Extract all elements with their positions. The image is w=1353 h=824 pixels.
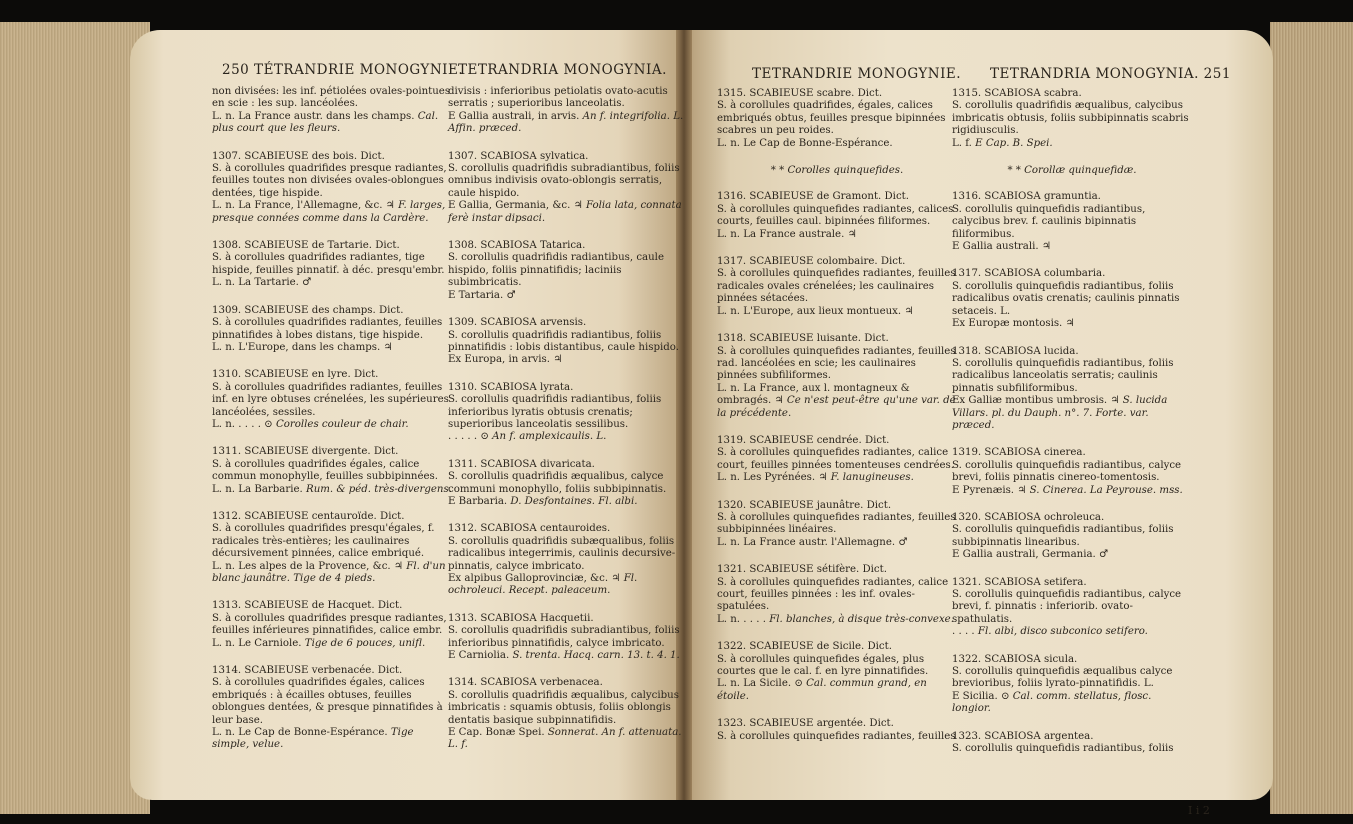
entry-title: 1307. SCABIEUSE des bois. Dict. [212, 150, 385, 162]
entry-body: S. à corollules quadrifides radiantes, tige hispide, feuilles pinnatif. à déc. presqu'embr. [212, 252, 445, 276]
entry-title: 1318. SCABIOSA lucida. [952, 345, 1079, 357]
entry-title: 1311. SCABIEUSE divergente. Dict. [212, 446, 399, 458]
entry-body: S. corollulis quinquefidis æqualibus calyce brevioribus, foliis lyrato-pinnatifidis. L. [952, 666, 1173, 690]
left-french-column [212, 86, 452, 767]
entry-habitat: L. n. La France austr. dans les champs. [212, 110, 415, 122]
entry-title: 1310. SCABIOSA lyrata. [448, 381, 574, 393]
entry-body: S. corollulis quadrifidis radiantibus, caule hispido, foliis pinnatifidis; laciniis subimbricatis. [448, 252, 664, 289]
entry-body: S. à corollules quadrifides radiantes, feuilles pinnatifides à lobes distans, tige hispide. [212, 317, 443, 341]
entry-body: S. à corollules quadrifides radiantes, feuilles inf. en lyre obtuses crénelées, les supérieures lancéolées, sessiles. [212, 381, 449, 418]
entry-note: Fl. ochroleuci. Recept. paleaceum. [448, 573, 638, 597]
species-entry [717, 333, 957, 420]
entry-title: 1314. SCABIEUSE verbenacée. Dict. [212, 665, 403, 677]
entry-title: 1307. SCABIOSA sylvatica. [448, 150, 589, 162]
entry-title: 1316. SCABIOSA gramuntia. [952, 191, 1101, 203]
entry-title: 1320. SCABIEUSE jaunâtre. Dict. [717, 499, 892, 511]
entry-body: S. corollulis quinquefidis radiantibus, foliis radicalibus lanceolatis serratis; caulinis pinnatis subfiliformibus. [952, 357, 1174, 394]
entry-body: S. à corollules quadrifides égales, calice commun monophylle, feuilles subbipinnées. [212, 458, 439, 483]
entry-note: Tige de 6 pouces, unifl. [304, 637, 426, 649]
entry-note: Tige simple, velue. [212, 727, 414, 751]
entry-title: 1323. SCABIOSA argentea. [952, 730, 1094, 742]
entry-habitat: L. f. [952, 137, 972, 149]
entry-habitat: E Gallia, Germania, &c. ♃ [448, 200, 583, 212]
right-french-column [717, 88, 957, 758]
entry-habitat: L. n. La France, aux l. montagneux & ombragés. ♃ [717, 382, 910, 407]
right-page-edges [1270, 22, 1353, 814]
entry-note: S. Cinerea. La Peyrouse. mss. [1029, 484, 1183, 496]
entry-note: E Cap. B. Spei. [975, 137, 1053, 149]
entry-title: 1315. SCABIOSA scabra. [952, 88, 1082, 99]
entry-body: S. corollulis quadrifidis radiantibus, foliis pinnatifidis : lobis distantibus, caule hispido. [448, 329, 679, 353]
species-entry [717, 641, 957, 703]
right-latin-column [952, 88, 1192, 770]
entry-habitat: L. n. La France, l'Allemagne, &c. ♃ [212, 200, 395, 212]
species-entry [448, 523, 688, 597]
entry-habitat: E Tartaria. ♂ [448, 289, 516, 301]
entry-habitat: Ex Europa, in arvis. ♃ [448, 354, 563, 366]
entry-title: 1316. SCABIEUSE de Gramont. Dict. [717, 191, 909, 203]
entry-body: S. corollulis quinquefidis radiantibus, calycibus brev. f. caulinis bipinnatis filiformibus. [952, 203, 1146, 240]
species-entry [952, 191, 1192, 253]
species-entry [212, 511, 452, 585]
entry-body: S. à corollules quadrifides presque radiantes, feuilles inférieures pinnatifides, calice embr. [212, 612, 447, 637]
entry-body: S. corollulis quinquefidis radiantibus, foliis radicalibus ovatis crenatis; caulinis pinnatis setaceis. L. [952, 280, 1180, 317]
entry-title: 1309. SCABIOSA arvensis. [448, 317, 587, 329]
entry-habitat: L. n. La Sicile. ⊙ [717, 678, 803, 690]
entry-note: Fl. albi, disco subconico setifero. [977, 626, 1148, 638]
entry-body: S. corollulis quadrifidis æqualibus, calyce communi monophyllo, foliis subbipinnatis. [448, 471, 667, 495]
species-entry [448, 677, 688, 751]
entry-title: 1322. SCABIOSA sicula. [952, 653, 1078, 665]
entry-title: 1312. SCABIOSA centauroides. [448, 523, 611, 535]
entry-habitat: E Cap. Bonæ Spei. [448, 727, 545, 739]
entry-body: S. corollulis quinquefidis radiantibus, calyce brevi, f. pinnatis : inferiorib. ovato-spathulatis. [952, 589, 1182, 625]
entry-body: S. corollulis quadrifidis subradiantibus, foliis inferioribus pinnatifidis, calyce imbricato. [448, 625, 680, 649]
entry-body: S. corollulis quinquefidis radiantibus, calyce brevi, foliis pinnatis cinereo-tomentosis. [952, 459, 1182, 484]
entry-habitat: L. n. La France austr. l'Allemagne. ♂ [717, 536, 908, 548]
entry-title: 1308. SCABIEUSE de Tartarie. Dict. [212, 240, 400, 252]
entry-habitat: Ex Galliæ montibus umbrosis. ♃ [952, 395, 1120, 407]
entry-habitat: E Pyrenæis. ♃ [952, 484, 1027, 496]
entry-title: 1315. SCABIEUSE scabre. Dict. [717, 88, 883, 99]
species-entry [952, 268, 1192, 330]
entry-title: 1312. SCABIEUSE centauroïde. Dict. [212, 510, 405, 522]
entry-body: S. à corollules quinquefides radiantes, calice court, feuilles pinnées tomenteuses cendrées. [717, 447, 954, 471]
species-entry [717, 88, 957, 150]
entry-habitat: L. n. . . . . ⊙ [212, 418, 273, 430]
left-page-edges [0, 22, 150, 814]
section-heading: * * Corollæ quinquefidæ. [1007, 165, 1137, 177]
entry-note: Fl. d'un blanc jaunâtre. Tige de 4 pieds. [212, 560, 446, 584]
entry-habitat: L. n. . . . . [717, 613, 766, 625]
entry-body: S. à corollules quinquefides radiantes, feuilles [717, 730, 956, 742]
entry-habitat: L. n. La France australe. ♃ [717, 228, 857, 240]
entry-title: 1320. SCABIOSA ochroleuca. [952, 511, 1105, 523]
entry-continued [212, 86, 452, 136]
entry-title: 1313. SCABIEUSE de Hacquet. Dict. [212, 600, 403, 612]
entry-note: S. trenta. Hacq. carn. 13. t. 4. 1. [512, 650, 680, 662]
species-entry [448, 382, 688, 444]
entry-title: 1313. SCABIOSA Hacquetii. [448, 612, 594, 624]
left-latin-column [448, 86, 688, 767]
entry-habitat: . . . . . ⊙ [448, 431, 489, 443]
entry-body: S. à corollules quadrifides, égales, calices embriqués obtus, feuilles presque bipinnées scabres un peu roides. [717, 100, 946, 137]
species-entry [212, 305, 452, 355]
entry-habitat: E Gallia australi, Germania. ♂ [952, 549, 1109, 561]
entry-body: S. à corollules quinquefides radiantes, feuilles rad. lancéolées en scie; les caulinaires pinnées subfiliformes. [717, 345, 956, 382]
left-running-head-french: 250 TÉTRANDRIE MONOGYNIE. [222, 62, 464, 78]
species-entry [952, 346, 1192, 433]
signature-mark: I i 2 [1188, 804, 1210, 817]
species-entry [717, 256, 957, 318]
entry-title: 1321. SCABIEUSE sétifère. Dict. [717, 564, 887, 576]
entry-note: F. lanugineuses. [830, 472, 914, 484]
species-entry [952, 447, 1192, 497]
entry-body: divisis : inferioribus petiolatis ovato-acutis serratis ; superioribus lanceolatis. [448, 86, 668, 110]
entry-title: 1317. SCABIEUSE colombaire. Dict. [717, 256, 906, 268]
entry-habitat: L. n. La Barbarie. [212, 483, 303, 495]
species-entry [717, 718, 957, 743]
species-entry [952, 577, 1192, 639]
entry-habitat: E Sicilia. ⊙ [952, 690, 1010, 702]
entry-continued [448, 86, 688, 136]
entry-body: S. corollulis quadrifidis subradiantibus, foliis omnibus indivisis ovato-oblongis serratis, caule hispido. [448, 163, 680, 199]
section-heading: * * Corolles quinquefides. [770, 165, 904, 177]
entry-note: Folia lata, connata ferè instar dipsaci. [448, 200, 682, 224]
entry-body: S. à corollules quadrifides égales, calices embriqués : à écailles obtuses, feuilles oblongues dentées, & presque pinnatifides à leur base. [212, 677, 443, 726]
species-entry [212, 240, 452, 290]
species-entry [448, 459, 688, 509]
entry-habitat: Ex alpibus Galloprovinciæ, &c. ♃ [448, 573, 621, 584]
species-entry [448, 151, 688, 225]
entry-note: Ce n'est peut-être qu'une var. de la précédente. [717, 395, 956, 419]
entry-body: S. corollulis quadrifidis æqualibus, calycibus imbricatis obtusis, foliis subbipinnatis scabris rigidiusculis. [952, 100, 1189, 137]
species-entry [952, 512, 1192, 562]
entry-title: 1323. SCABIEUSE argentée. Dict. [717, 718, 894, 730]
species-entry [717, 500, 957, 550]
species-entry [717, 435, 957, 485]
entry-body: S. corollulis quadrifidis radiantibus, foliis inferioribus lyratis obtusis crenatis; superioribus lanceolatis sessilibus. [448, 394, 662, 430]
entry-note: An f. amplexicaulis. L. [492, 431, 607, 443]
entry-body: S. corollulis quadrifidis æqualibus, calycibus imbricatis : squamis obtusis, foliis oblongis dentatis basique subpinnatifidis. [448, 689, 679, 726]
species-entry [448, 317, 688, 367]
entry-body: S. à corollules quinquefides égales, plus courtes que le cal. f. en lyre pinnatifides. [717, 653, 929, 678]
entry-note: S. lucida Villars. pl. du Dauph. n°. 7. Forte. var. præced. [952, 395, 1168, 431]
entry-habitat: L. n. Le Carniole. [212, 637, 302, 649]
entry-note: Corolles couleur de chair. [275, 418, 409, 430]
entry-body: S. corollulis quinquefidis radiantibus, foliis [952, 743, 1174, 755]
species-entry [212, 151, 452, 225]
left-running-head-latin: TETRANDRIA MONOGYNIA. [458, 62, 667, 78]
entry-habitat: L. n. Les alpes de la Provence, &c. ♃ [212, 560, 404, 572]
entry-note: Sonnerat. An f. attenuata. L. f. [448, 727, 682, 751]
entry-title: 1309. SCABIEUSE des champs. Dict. [212, 304, 404, 316]
entry-habitat: Ex Europæ montosis. ♃ [952, 318, 1075, 330]
entry-body: S. corollulis quinquefidis radiantibus, foliis subbipinnatis linearibus. [952, 524, 1174, 548]
entry-body: non divisées: les inf. pétiolées ovales-pointues en scie : les sup. lancéolées. [212, 86, 451, 110]
right-running-head-french: TETRANDRIE MONOGYNIE. [752, 66, 962, 82]
species-entry [952, 731, 1192, 756]
entry-body: S. à corollules quinquefides radiantes, calice court, feuilles pinnées : les inf. ovales-spatulées. [717, 576, 949, 613]
entry-title: 1310. SCABIEUSE en lyre. Dict. [212, 369, 379, 381]
species-entry [448, 613, 688, 663]
entry-body: S. à corollules quinquefides radiantes, feuilles subbipinnées linéaires. [717, 511, 956, 536]
entry-title: 1319. SCABIOSA cinerea. [952, 447, 1086, 459]
entry-note: An f. integrifolia. L. Affin. præced. [448, 110, 684, 135]
entry-body: S. corollulis quadrifidis subæqualibus, foliis radicalibus integerrimis, caulinis decursive-pinnatis, calyce imbricato. [448, 535, 676, 572]
entry-body: S. à corollules quadrifides presque radiantes, feuilles toutes non divisées ovales-oblongues dentées, tige hispide. [212, 163, 447, 199]
entry-body: S. à corollules quinquefides radiantes, calices courts, feuilles caul. bipinnées filiformes. [717, 203, 954, 228]
entry-note: Rum. & péd. très-divergens. [306, 483, 452, 495]
entry-habitat: L. n. La Tartarie. ♂ [212, 277, 312, 289]
entry-habitat: E Carniolia. [448, 650, 510, 662]
entry-habitat: L. n. L'Europe, dans les champs. ♃ [212, 341, 393, 353]
entry-note: D. Desfontaines. Fl. albi. [510, 495, 638, 507]
entry-body: S. à corollules quadrifides presqu'égales, f. radicales très-entières; les caulinaires décursivement pinnées, calice embriqué. [212, 523, 435, 560]
entry-note: Cal. commun grand, en étoile. [717, 678, 927, 702]
entry-habitat: L. n. Le Cap de Bonne-Espérance. [212, 727, 388, 739]
entry-habitat: L. n. Le Cap de Bonne-Espérance. [717, 137, 893, 149]
species-entry [212, 369, 452, 431]
entry-habitat: . . . . [952, 626, 975, 638]
entry-habitat: E Gallia australi, in arvis. [448, 110, 580, 122]
entry-habitat: L. n. Les Pyrénées. ♃ [717, 472, 828, 484]
entry-title: 1321. SCABIOSA setifera. [952, 576, 1087, 588]
right-running-head-latin: TETRANDRIA MONOGYNIA. 251 [990, 66, 1231, 82]
species-entry [952, 88, 1192, 150]
entry-title: 1311. SCABIOSA divaricata. [448, 458, 595, 470]
entry-note: Cal. plus court que les fleurs. [212, 110, 439, 135]
entry-habitat: L. n. L'Europe, aux lieux montueux. ♃ [717, 305, 914, 317]
entry-title: 1322. SCABIEUSE de Sicile. Dict. [717, 641, 892, 653]
entry-title: 1308. SCABIOSA Tatarica. [448, 240, 586, 252]
species-entry [212, 665, 452, 752]
species-entry [212, 446, 452, 496]
species-entry [212, 600, 452, 650]
species-entry [717, 191, 957, 241]
species-entry [717, 564, 957, 626]
entry-note: Fl. blanches, à disque très-convexe. [769, 613, 954, 625]
species-entry [952, 654, 1192, 716]
entry-title: 1314. SCABIOSA verbenacea. [448, 677, 603, 689]
entry-habitat: E Barbaria. [448, 495, 508, 507]
entry-title: 1319. SCABIEUSE cendrée. Dict. [717, 434, 890, 446]
entry-title: 1317. SCABIOSA columbaria. [952, 268, 1106, 280]
entry-note: Cal. comm. stellatus, flosc. longior. [952, 690, 1152, 715]
species-entry [448, 240, 688, 302]
entry-habitat: E Gallia australi. ♃ [952, 241, 1051, 253]
entry-title: 1318. SCABIEUSE luisante. Dict. [717, 333, 889, 345]
entry-note: F. larges, presque connées comme dans la Cardère. [212, 200, 446, 224]
entry-body: S. à corollules quinquefides radiantes, feuilles radicales ovales crénelées; les caulinaires pinnées sétacées. [717, 268, 956, 305]
